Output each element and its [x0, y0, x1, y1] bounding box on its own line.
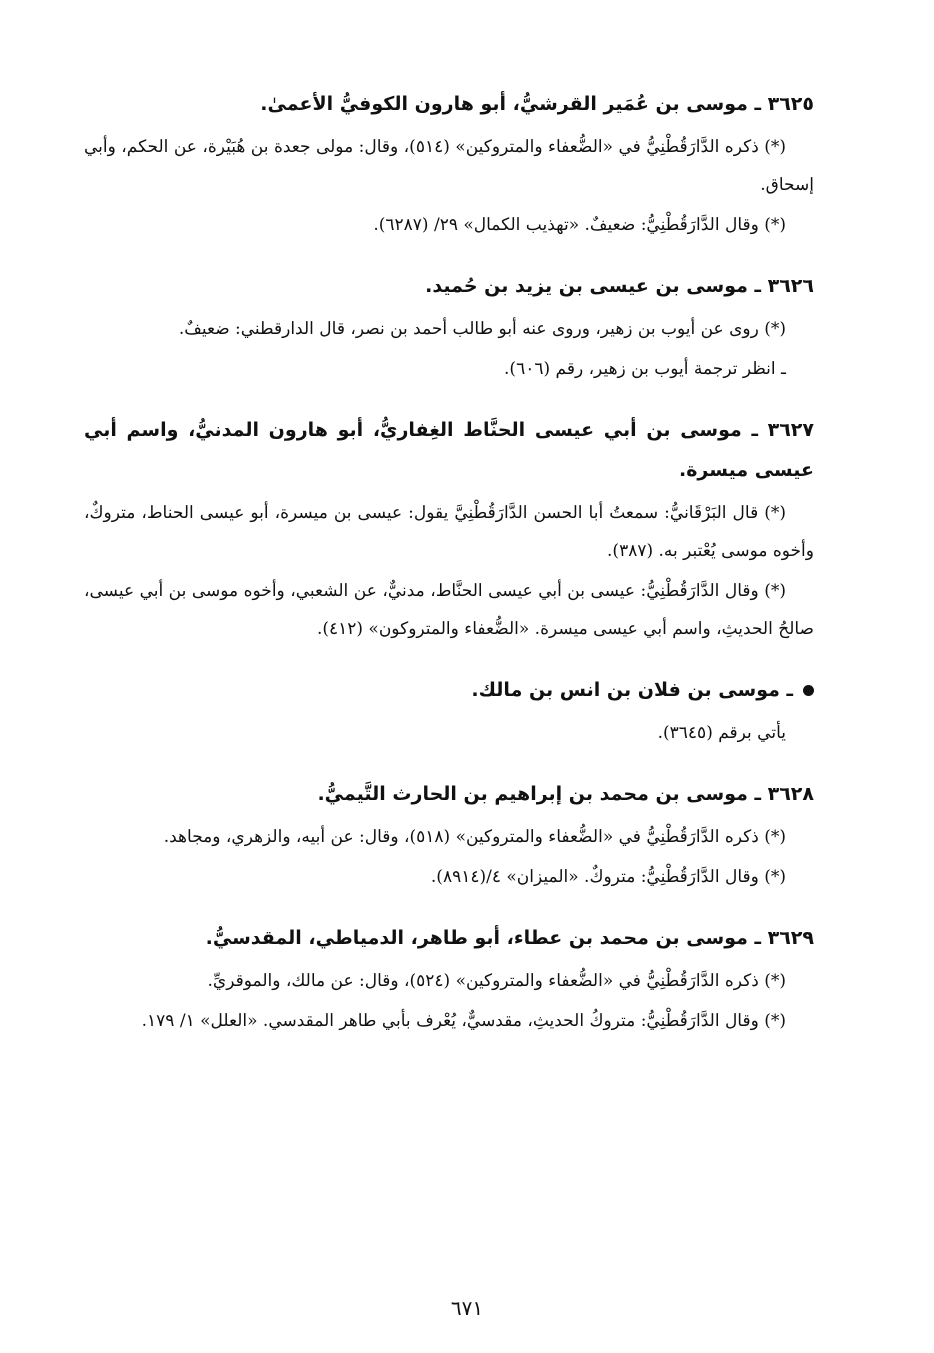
entry-3626 — [84, 266, 814, 388]
page-body — [84, 78, 814, 1042]
entry-3625 — [84, 84, 814, 244]
entry-heading: ٣٦٢٩ ـ موسى بن محمد بن عطاء، أبو طاهر، الدمياطي، المقدسيُّ. — [205, 927, 814, 949]
entry-paragraph: يأتي برقم (٣٦٤٥). — [657, 723, 786, 743]
entry-3628 — [84, 774, 814, 896]
entry-paragraph: (*) ذكره الدَّارَقُطْنِيُّ في «الضُّعفاء والمتروكين» (٥٢٤)، وقال: عن مالك، والموقريِّ. — [207, 971, 786, 991]
entry-paragraph: (*) وقال الدَّارَقُطْنِيُّ: متروكُ الحديثِ، مقدسيٌّ، يُعْرف بأبي طاهر المقدسي. «العلل» ١/ ١٧٩. — [141, 1011, 786, 1031]
entry-paragraph: ـ انظر ترجمة أيوب بن زهير، رقم (٦٠٦). — [504, 359, 786, 379]
entry-paragraph: (*) وقال الدَّارَقُطْنِيُّ: ضعيفٌ. «تهذيب الكمال» ٢٩/ (٦٢٨٧). — [373, 215, 786, 235]
entry-heading — [84, 670, 814, 710]
entry-paragraph: (*) وقال الدَّارَقُطْنِيُّ: عيسى بن أبي عيسى الحنَّاط، مدنيٌّ، عن الشعبي، وأخوه موسى بن أبي عيسى، صالحُ الحديثِ، واسم أبي عيسى ميسرة. «الضُّعفاء والمتروكون» (٤١٢). — [84, 581, 814, 639]
bullet-icon — [803, 685, 814, 696]
entry-cross-reference — [84, 670, 814, 752]
entry-3629 — [84, 918, 814, 1040]
entry-heading: ٣٦٢٨ ـ موسى بن محمد بن إبراهيم بن الحارث التَّيميُّ. — [317, 783, 814, 805]
entry-heading-text: ـ موسى بن فلان بن انس بن مالك. — [471, 679, 793, 701]
entry-paragraph: (*) وقال الدَّارَقُطْنِيُّ: متروكٌ. «الميزان» ٤/(٨٩١٤). — [430, 867, 786, 887]
entry-heading: ٣٦٢٦ ـ موسى بن عيسى بن يزيد بن حُميد. — [425, 275, 814, 297]
entry-heading: ٣٦٢٥ ـ موسى بن عُمَير القرشيُّ، أبو هارون الكوفيُّ الأعمىٰ. — [260, 93, 814, 115]
entry-paragraph: (*) روى عن أيوب بن زهير، وروى عنه أبو طالب أحمد بن نصر، قال الدارقطني: ضعيفٌ. — [178, 319, 786, 339]
page-number: ٦٧١ — [450, 1296, 484, 1320]
entry-heading: ٣٦٢٧ ـ موسى بن أبي عيسى الحنَّاط الغِفاريُّ، أبو هارون المدنيُّ، واسم أبي عيسى ميسرة. — [84, 419, 814, 481]
entry-paragraph: (*) ذكره الدَّارَقُطْنِيُّ في «الضُّعفاء والمتروكين» (٥١٨)، وقال: عن أبيه، والزهري، ومجاهد. — [163, 827, 786, 847]
entry-paragraph: (*) قال البَرْقَانيُّ: سمعتُ أبا الحسن الدَّارَقُطْنِيَّ يقول: عيسى بن ميسرة، أبو عيسى الحناط، متروكٌ، وأخوه موسى يُعْتبر به. (٣٨٧). — [84, 503, 814, 561]
entry-paragraph: (*) ذكره الدَّارَقُطْنِيُّ في «الضُّعفاء والمتروكين» (٥١٤)، وقال: مولى جعدة بن هُبَيْرة، عن الحكم، وأبي إسحاق. — [84, 137, 814, 195]
entry-3627 — [84, 410, 814, 648]
